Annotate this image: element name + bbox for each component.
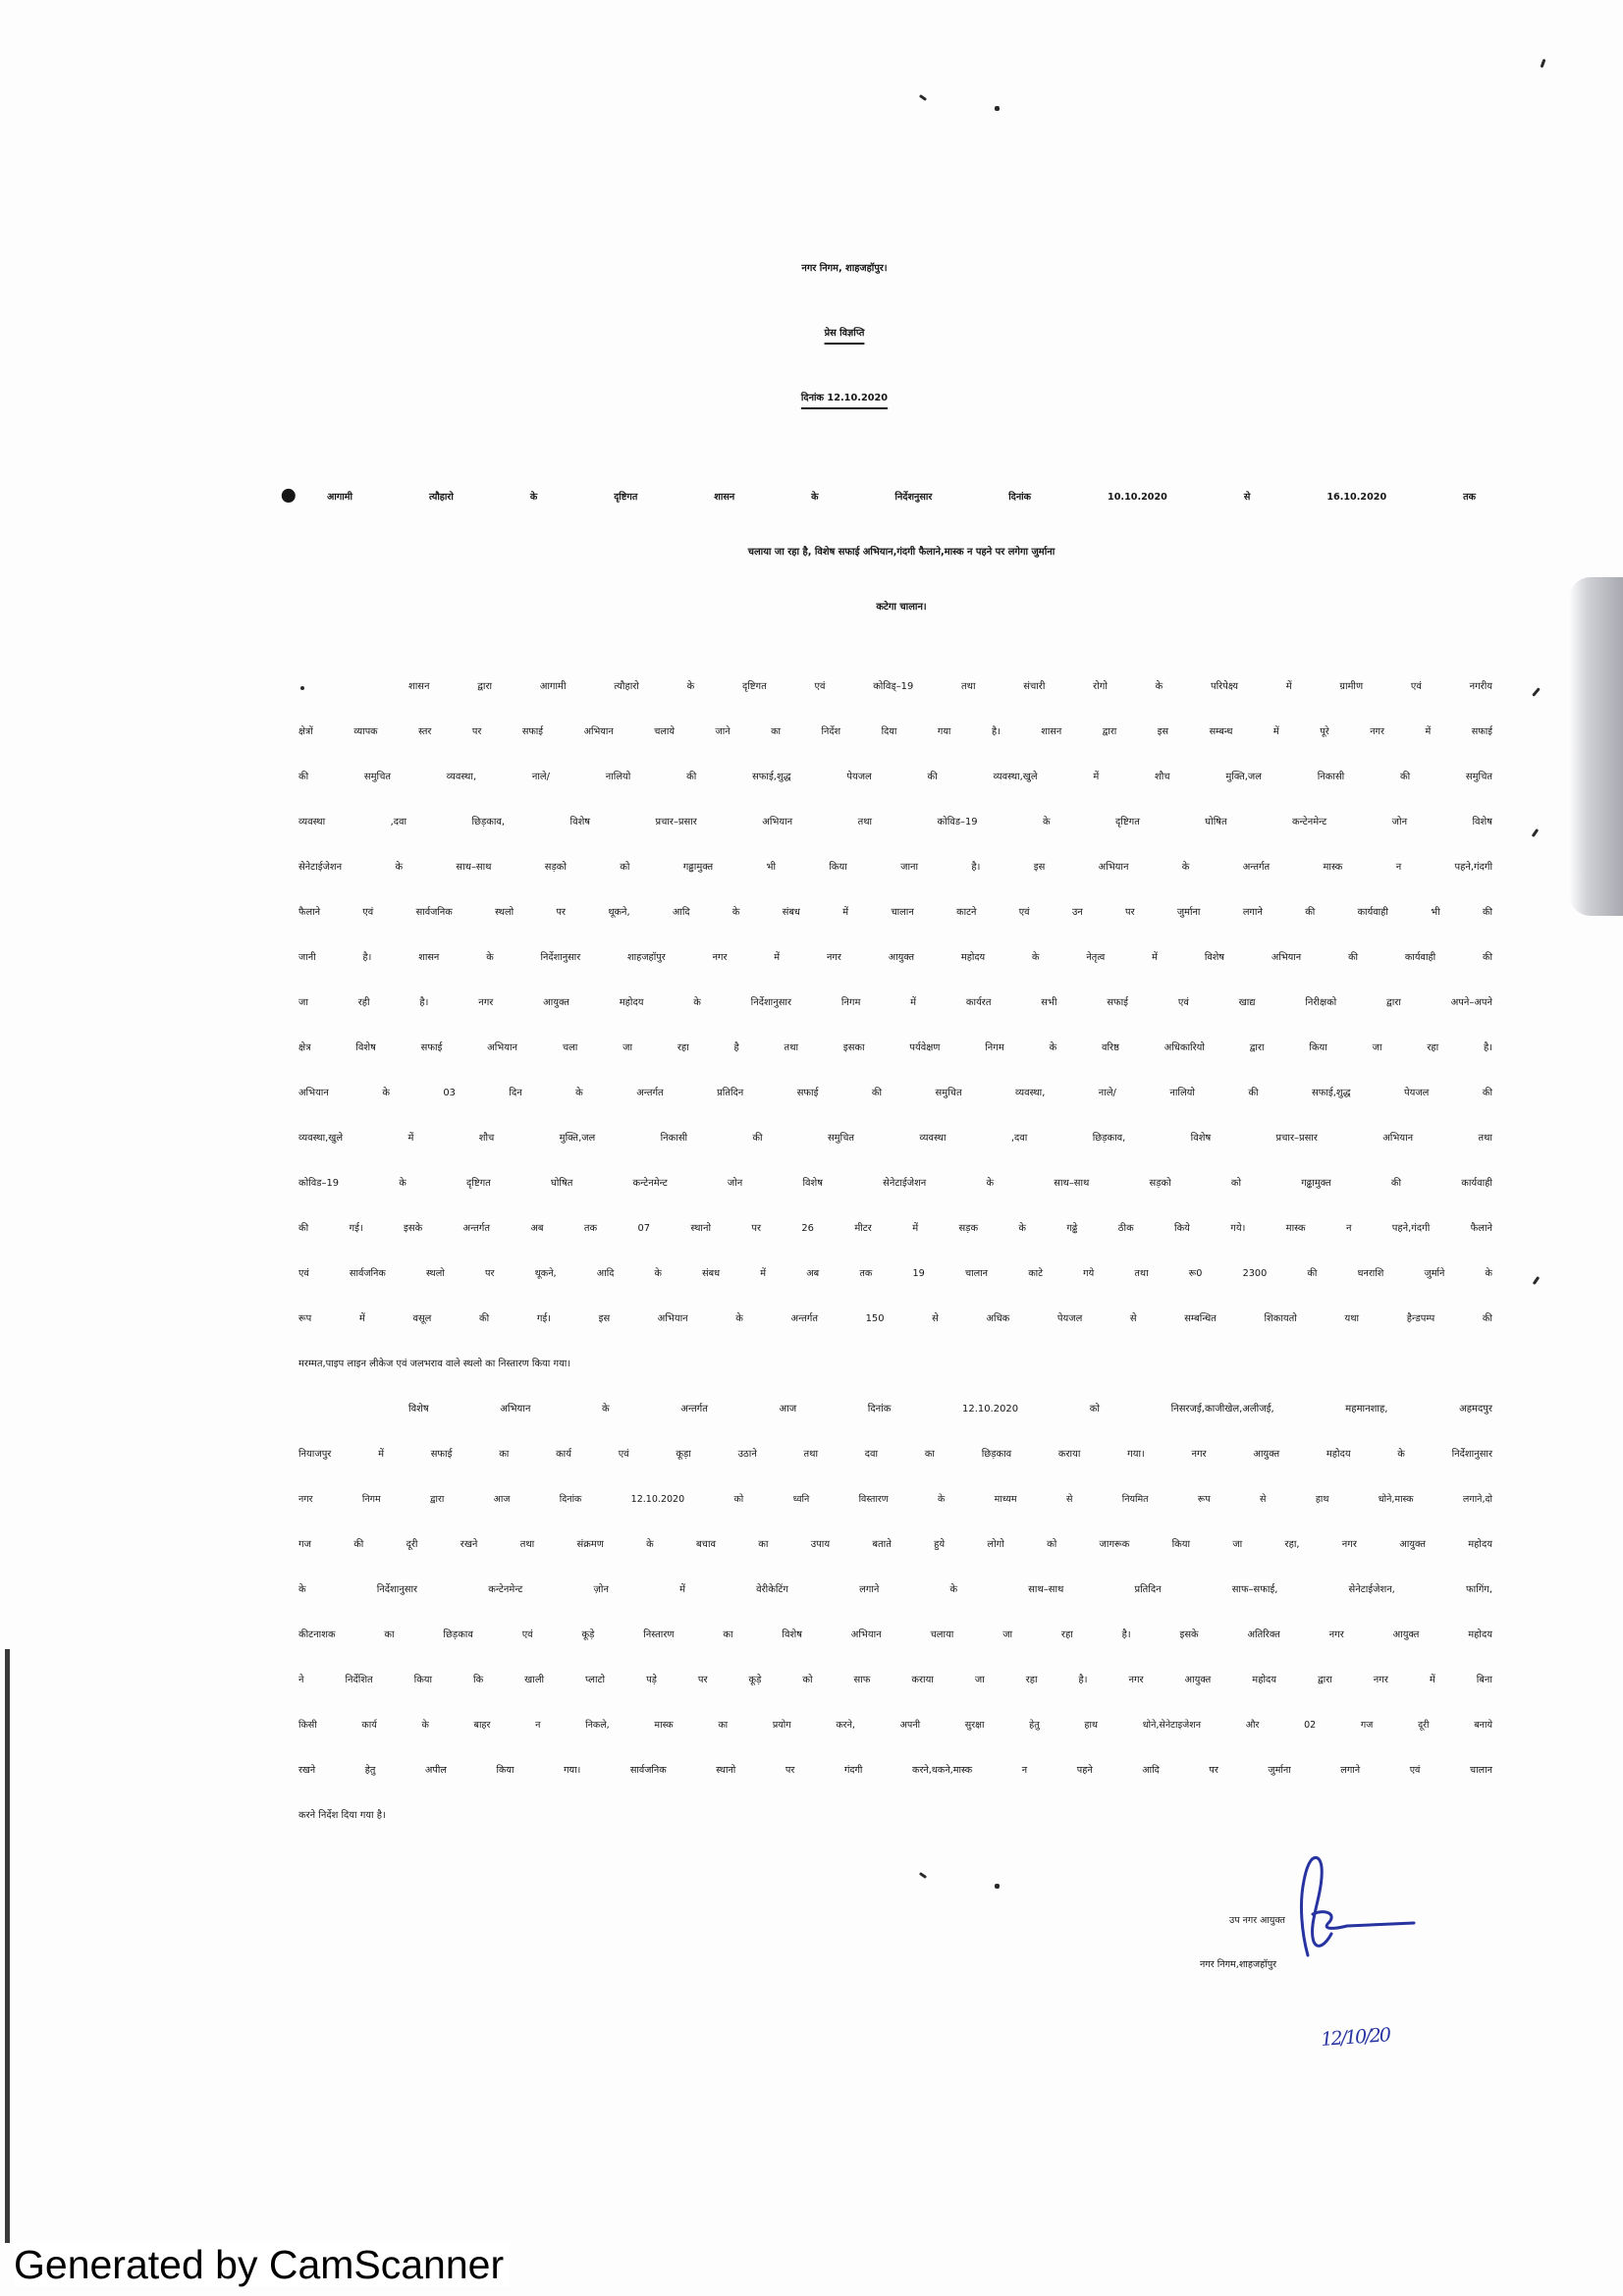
scan-edge-shadow <box>1569 577 1623 916</box>
body-line: किसी कार्य के बाहर न निकले, मास्क का प्रयोग करने, अपनी सुरक्षा हेतु हाथ धोने,सेनेटाइजेशन और 02 गज दूरी बनाये <box>298 1720 1492 1731</box>
body-line: ने निर्देशित किया कि खाली प्लाटो पड़े पर कूड़े को साफ कराया जा रहा है। नगर आयुक्त महोदय द्वारा नगर में बिना <box>298 1675 1492 1685</box>
body-line: क्षेत्र विशेष सफाई अभियान चला जा रहा है तथा इसका पर्यवेक्षण निगम के वरिष्ठ अधिकारियो द्वारा किया जा रहा है। <box>298 1042 1492 1053</box>
body-line: जा रही है। नगर आयुक्त महोदय के निर्देशानुसार निगम में कार्यरत सभी सफाई एवं खाद्य निरीक्षको द्वारा अपने–अपने <box>298 997 1492 1008</box>
body-line: शासन द्वारा आगामी त्यौहारो के दृष्टिगत एवं कोविड्–19 तथा संचारी रोगो के परिपेक्ष्य में ग्रामीण एवं नगरीय <box>408 681 1492 692</box>
body-line: नियाजपुर में सफाई का कार्य एवं कूड़ा उठाने तथा दवा का छिड़काव कराया गया। नगर आयुक्त महोदय के निर्देशानुसार <box>298 1449 1492 1460</box>
headline-line: चलाया जा रहा है, विशेष सफाई अभियान,गंदगी फैलाने,मास्क न पहने पर लगेगा जुर्माना <box>747 547 1055 558</box>
body-line: जानी है। शासन के निर्देशानुसार शाहजहॉपुर नगर में नगर आयुक्त महोदय के नेतृत्व में विशेष अभियान की कार्यवाही की <box>298 952 1492 963</box>
scan-speck <box>1532 828 1540 837</box>
paragraph <box>298 1387 1492 1839</box>
body-line: करने निर्देश दिया गया है। <box>298 1810 386 1821</box>
scan-speck <box>919 94 927 101</box>
body-line: विशेष अभियान के अन्तर्गत आज दिनांक 12.10.2020 को निसरजई,काजीखेल,अलीजई, महमानशाह, अहमदपुर <box>408 1404 1492 1415</box>
scan-speck <box>995 1884 1000 1889</box>
release-date <box>550 366 1139 431</box>
body-line: व्यवस्था ,दवा छिड़काव, विशेष प्रचार–प्रसार अभियान तथा कोविड–19 के दृष्टिगत घोषित कन्टेनमेन्ट जोन विशेष <box>298 817 1492 828</box>
body-text <box>298 665 1492 1839</box>
body-line: अभियान के 03 दिन के अन्तर्गत प्रतिदिन सफाई की समुचित व्यवस्था, नाले/ नालियो की सफाई,शुद्ध पेयजल की <box>298 1088 1492 1098</box>
scan-speck <box>1532 687 1541 697</box>
organisation-name: नगर निगम, शाहजहॉपुर। <box>801 263 888 274</box>
body-line: फैलाने एवं सार्वजनिक स्थलो पर थूकने, आदि के संबध में चालान काटने एवं उन पर जुर्माना लगाने की कार्यवाही भी की <box>298 907 1492 918</box>
body-line: एवं सार्वजनिक स्थलो पर थूकने, आदि के संबध में अब तक 19 चालान काटे गये तथा रू0 2300 की धनराशि जुर्माने के <box>298 1268 1492 1279</box>
body-line: नगर निगम द्वारा आज दिनांक 12.10.2020 को ध्वनि विस्तारण के माध्यम से नियमित रूप से हाथ धोने,मास्क लगाने,दो <box>298 1494 1492 1505</box>
scan-edge-line <box>5 1649 10 2243</box>
body-line: व्यवस्था,खुले में शौच मुक्ति,जल निकासी की समुचित व्यवस्था ,दवा छिड़काव, विशेष प्रचार–प्रसार अभियान तथा <box>298 1133 1492 1144</box>
bullet-point: • <box>276 475 301 520</box>
body-line: के निर्देशानुसार कन्टेनमेन्ट ज़ोन में वेरीकेटिंग लगाने के साथ–साथ प्रतिदिन साफ–सफाई, सेनेटाईजेशन, फागिंग, <box>298 1584 1492 1595</box>
body-line: की समुचित व्यवस्था, नाले/ नालियो की सफाई,शुद्ध पेयजल की व्यवस्था,खुले में शौच मुक्ति,जल निकासी की समुचित <box>298 772 1492 782</box>
body-line: कोविड–19 के दृष्टिगत घोषित कन्टेनमेन्ट जोन विशेष सेनेटाईजेशन के साथ–साथ सड़को को गढ्ढामुक्त की कार्यवाही <box>298 1178 1492 1189</box>
headline-line: आगामी त्यौहारो के दृष्टिगत शासन के निर्देशनुसार दिनांक 10.10.2020 से 16.10.2020 तक <box>327 492 1476 503</box>
signatory-office: नगर निगम,शाहजहॉपुर <box>1200 1959 1277 1970</box>
headline-line: कटेगा चालान। <box>876 602 927 613</box>
scan-speck <box>1541 59 1546 68</box>
body-line: की गई। इसके अन्तर्गत अब तक 07 स्थानो पर 26 मीटर में सड़क के गढ्ढे ठीक किये गये। मास्क न पहने,गंदगी फैलाने <box>298 1223 1492 1234</box>
signature-loop-stroke <box>1301 1857 1331 1955</box>
camscanner-watermark: Generated by CamScanner <box>14 2242 510 2287</box>
paragraph <box>298 665 1492 1387</box>
release-date-label: दिनांक 12.10.2020 <box>800 393 889 403</box>
signature-scribble <box>1267 1845 1453 1973</box>
body-line: कीटनाशक का छिड़काव एवं कूड़े निस्तारण का विशेष अभियान चलाया जा रहा है। इसके अतिरिक्त नगर आयुक्त महोदय <box>298 1629 1492 1640</box>
body-line: गज की दूरी रखने तथा संक्रमण के बचाव का उपाय बताते हुये लोगो को जागरूक किया जा रहा, नगर आयुक्त महोदय <box>298 1539 1492 1550</box>
scan-speck <box>919 1872 927 1879</box>
letterhead <box>550 237 1139 431</box>
body-line: रूप में वसूल की गई। इस अभियान के अन्तर्गत 150 से अधिक पेयजल से सम्बन्धित शिकायतो यथा हैन्डपम्प की <box>298 1313 1492 1324</box>
document-type-label: प्रेस विज्ञप्ति <box>824 328 865 339</box>
document-type <box>550 301 1139 366</box>
handwritten-date: 12/10/20 <box>1320 2023 1390 2051</box>
body-line: रखने हेतु अपील किया गया। सार्वजनिक स्थानो पर गंदगी करने,थकने,मास्क न पहने आदि पर जुर्माना लगाने एवं चालान <box>298 1765 1492 1776</box>
signatory-designation: उप नगर आयुक्त <box>1229 1915 1285 1926</box>
headline <box>327 470 1476 635</box>
signature-tail-stroke <box>1313 1912 1414 1929</box>
scan-speck <box>1533 1276 1541 1285</box>
body-line: क्षेत्रों व्यापक स्तर पर सफाई अभियान चलाये जाने का निर्देश दिया गया है। शासन द्वारा इस सम्बन्ध में पूरे नगर में सफाई <box>298 726 1492 737</box>
scan-speck <box>995 106 1000 111</box>
body-line: सेनेटाईजेशन के साथ–साथ सड़को को गढ्ढामुक्त भी किया जाना है। इस अभियान के अन्तर्गत मास्क न पहने,गंदगी <box>298 862 1492 873</box>
body-line: मरम्मत,पाइप लाइन लीकेज एवं जलभराव वाले स्थलो का निस्तारण किया गया। <box>298 1359 571 1369</box>
